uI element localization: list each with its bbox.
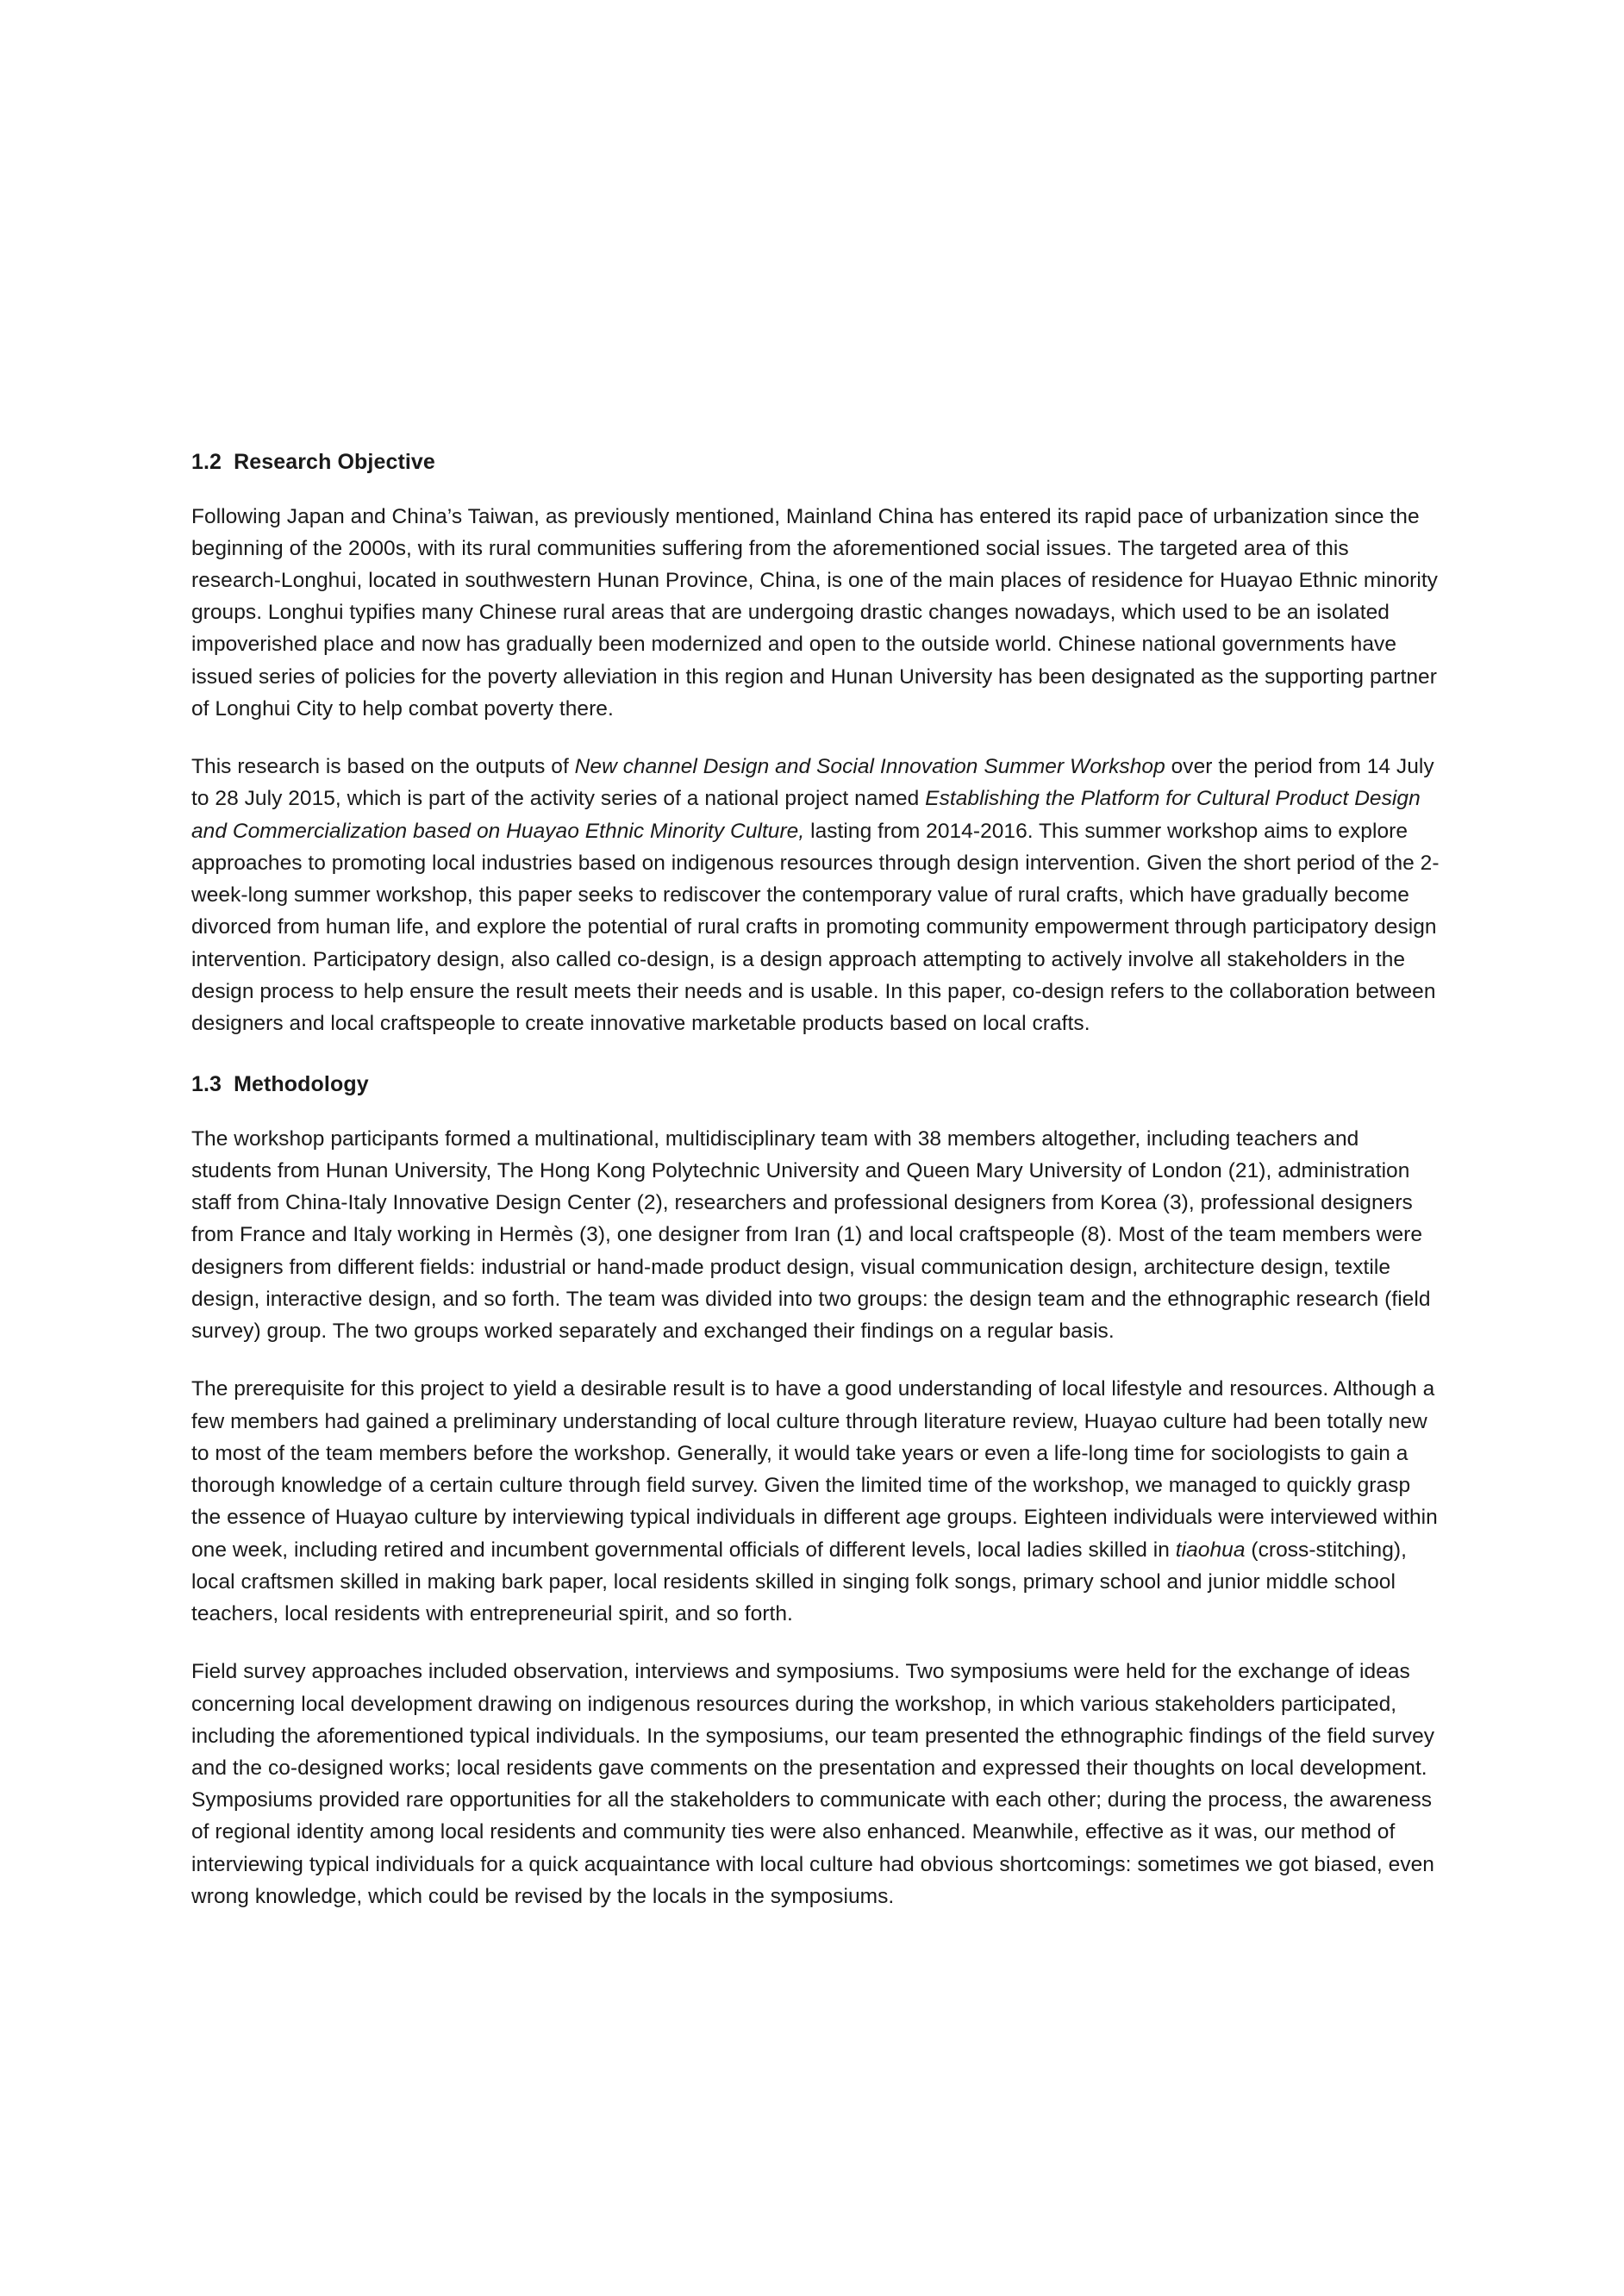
section <box>191 1070 1440 1912</box>
section-title: Methodology <box>234 1072 369 1097</box>
page-body <box>191 448 1440 1912</box>
text-run: Following Japan and China’s Taiwan, as previously mentioned, Mainland China has entered its rapid pace of urbanization since the beginning of the 2000s, with its rural communities suffering from the aforementioned social issues. The targeted area of this research-Longhui, located in southwestern Hunan Province, China, is one of the main places of residence for Huayao Ethnic minority groups. Longhui typifies many Chinese rural areas that are undergoing drastic changes nowadays, which used to be an isolated impoverished place and now has gradually been modernized and open to the outside world. Chinese national governments have issued series of policies for the poverty alleviation in this region and Hunan University has been designated as the supporting partner of Longhui City to help combat poverty there. <box>191 504 1438 721</box>
section-title: Research Objective <box>234 450 435 474</box>
text-run: Field survey approaches included observation, interviews and symposiums. Two symposiums were held for the exchange of ideas concerning local development drawing on indigenous resources during the workshop, in which various stakeholders participated, including the aforementioned typical individuals. In the symposiums, our team presented the ethnographic findings of the field survey and the co-designed works; local residents gave comments on the presentation and expressed their thoughts on local development. Symposiums provided rare opportunities for all the stakeholders to communicate with each other; during the process, the awareness of regional identity among local residents and community ties were also enhanced. Meanwhile, effective as it was, our method of interviewing typical individuals for a quick acquaintance with local culture had obvious shortcomings: sometimes we got biased, even wrong knowledge, which could be revised by the locals in the symposiums. <box>191 1660 1435 1908</box>
section-heading <box>191 448 1440 477</box>
section <box>191 448 1440 1039</box>
paragraph <box>191 1123 1440 1348</box>
section-number: 1.3 <box>191 1072 222 1097</box>
emphasis-text: New channel Design and Social Innovation Summer Workshop <box>574 755 1165 779</box>
text-run: (cross-stitching), local craftsmen skilled in making bark paper, local residents skilled in singing folk songs, primary school and junior middle school teachers, local residents with entrepreneurial spirit, and so forth. <box>191 1538 1407 1626</box>
paragraph <box>191 1373 1440 1630</box>
text-run: over the period from 14 July to 28 July 2015, which is part of the activity series of a national project named <box>191 755 1434 811</box>
text-run: This research is based on the outputs of <box>191 755 575 779</box>
emphasis-text: Establishing the Platform for Cultural Product Design and Commercialization based on Huayao Ethnic Minority Culture, <box>191 787 1421 843</box>
section-heading <box>191 1070 1440 1099</box>
paragraph <box>191 751 1440 1039</box>
paragraph <box>191 501 1440 726</box>
text-run: The prerequisite for this project to yield a desirable result is to have a good understanding of local lifestyle and resources. Although a few members had gained a preliminary understanding of local culture through literature review, Huayao culture had been totally new to most of the team members before the workshop. Generally, it would take years or even a life-long time for sociologists to gain a thorough knowledge of a certain culture through field survey. Given the limited time of the workshop, we managed to quickly grasp the essence of Huayao culture by interviewing typical individuals in different age groups. Eighteen individuals were interviewed within one week, including retired and incumbent governmental officials of different levels, local ladies skilled in <box>191 1377 1438 1562</box>
emphasis-text: tiaohua <box>1175 1538 1246 1562</box>
text-run: lasting from 2014-2016. This summer workshop aims to explore approaches to promoting local industries based on indigenous resources through design intervention. Given the short period of the 2-week-long summer workshop, this paper seeks to rediscover the contemporary value of rural crafts, which have gradually become divorced from human life, and explore the potential of rural crafts in promoting community empowerment through participatory design intervention. Participatory design, also called co-design, is a design approach attempting to actively involve all stakeholders in the design process to help ensure the result meets their needs and is usable. In this paper, co-design refers to the collaboration between designers and local craftspeople to create innovative marketable products based on local crafts. <box>191 819 1440 1036</box>
text-run: The workshop participants formed a multinational, multidisciplinary team with 38 members altogether, including teachers and students from Hunan University, The Hong Kong Polytechnic University and Queen Mary University of London (21), administration staff from China-Italy Innovative Design Center (2), researchers and professional designers from Korea (3), professional designers from France and Italy working in Hermès (3), one designer from Iran (1) and local craftspeople (8). Most of the team members were designers from different fields: industrial or hand-made product design, visual communication design, architecture design, textile design, interactive design, and so forth. The team was divided into two groups: the design team and the ethnographic research (field survey) group. The two groups worked separately and exchanged their findings on a regular basis. <box>191 1126 1431 1344</box>
paragraph <box>191 1656 1440 1912</box>
section-number: 1.2 <box>191 450 222 474</box>
